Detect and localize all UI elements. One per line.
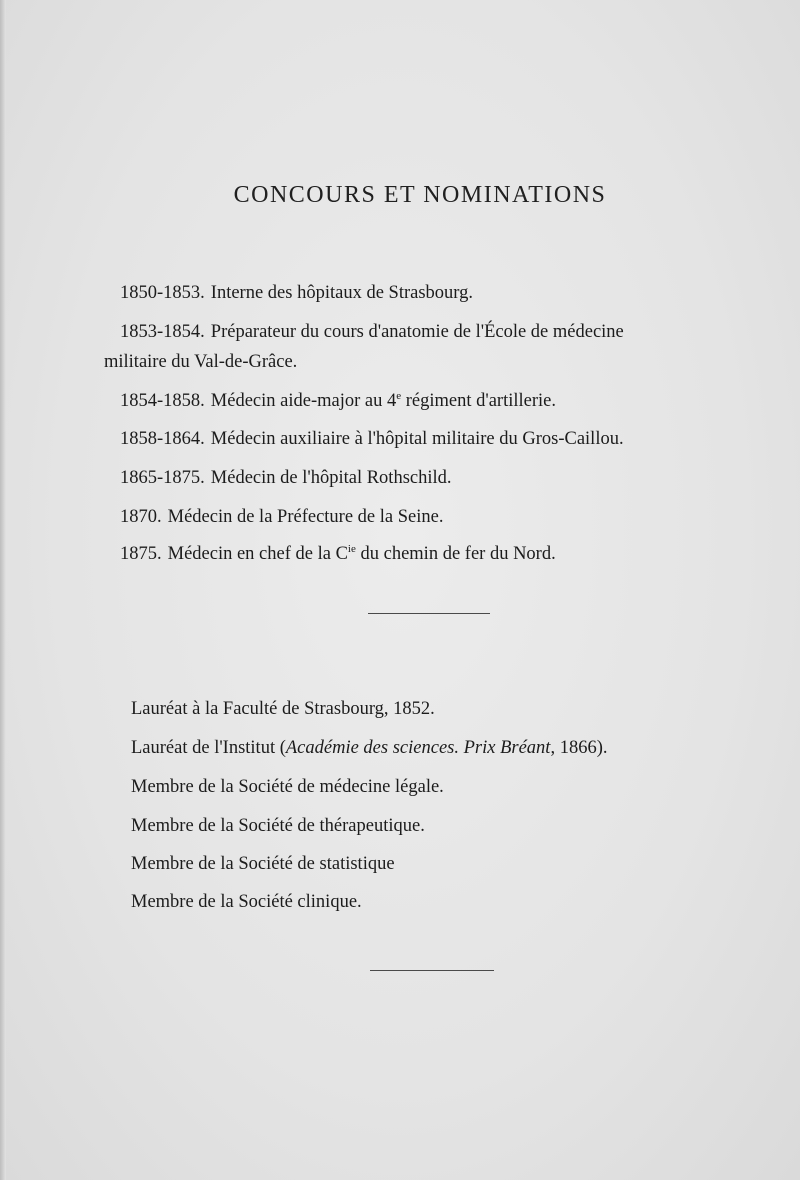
nomination-text-continuation: militaire du Val-de-Grâce. <box>104 352 298 372</box>
nomination-entry <box>104 386 764 416</box>
nomination-entry <box>104 424 764 454</box>
nomination-text: Médecin de l'hôpital Rothschild. <box>210 468 452 488</box>
section-divider <box>368 613 490 614</box>
nomination-year: 1875. <box>120 544 162 564</box>
honor-text-italic: Académie des sciences. Prix Bréant <box>285 738 551 758</box>
honor-line: Membre de la Société clinique. <box>131 892 362 912</box>
nomination-text: Préparateur du cours d'anatomie de l'École de médecine <box>210 322 624 342</box>
honor-line <box>131 733 771 763</box>
honor-line: Membre de la Société de statistique <box>131 854 395 874</box>
nomination-year: 1870. <box>120 507 162 527</box>
honor-line: Membre de la Société de thérapeutique. <box>131 816 425 836</box>
nomination-year: 1858-1864. <box>120 429 205 449</box>
honor-line: Lauréat à la Faculté de Strasbourg, 1852. <box>131 699 435 719</box>
nomination-entry <box>104 539 764 569</box>
page-edge-shadow <box>0 0 6 1180</box>
honor-text: Lauréat de l'Institut ( <box>131 738 286 758</box>
nomination-text: Médecin aide-major au 4 <box>210 391 397 411</box>
superscript: e <box>396 390 402 402</box>
nomination-year: 1850-1853. <box>120 283 205 303</box>
nomination-year: 1854-1858. <box>120 391 205 411</box>
nomination-entry <box>104 463 764 493</box>
section-divider <box>370 970 494 971</box>
nomination-entry <box>104 278 764 308</box>
nomination-entry <box>104 317 764 377</box>
nomination-year: 1853-1854. <box>120 322 205 342</box>
nomination-entry <box>104 502 764 532</box>
nomination-text: Interne des hôpitaux de Strasbourg. <box>210 283 473 303</box>
nomination-text: Médecin de la Préfecture de la Seine. <box>167 507 444 527</box>
nomination-text: du chemin de fer du Nord. <box>355 544 556 564</box>
section-heading: CONCOURS ET NOMINATIONS <box>233 182 607 208</box>
nomination-text: régiment d'artillerie. <box>401 391 556 411</box>
superscript: ie <box>347 543 356 555</box>
nomination-year: 1865-1875. <box>120 468 205 488</box>
nomination-text: Médecin en chef de la C <box>167 544 348 564</box>
honor-line: Membre de la Société de médecine légale. <box>131 777 444 797</box>
nomination-text: Médecin auxiliaire à l'hôpital militaire du Gros-Caillou. <box>210 429 624 449</box>
honor-text: , 1866). <box>550 738 608 758</box>
